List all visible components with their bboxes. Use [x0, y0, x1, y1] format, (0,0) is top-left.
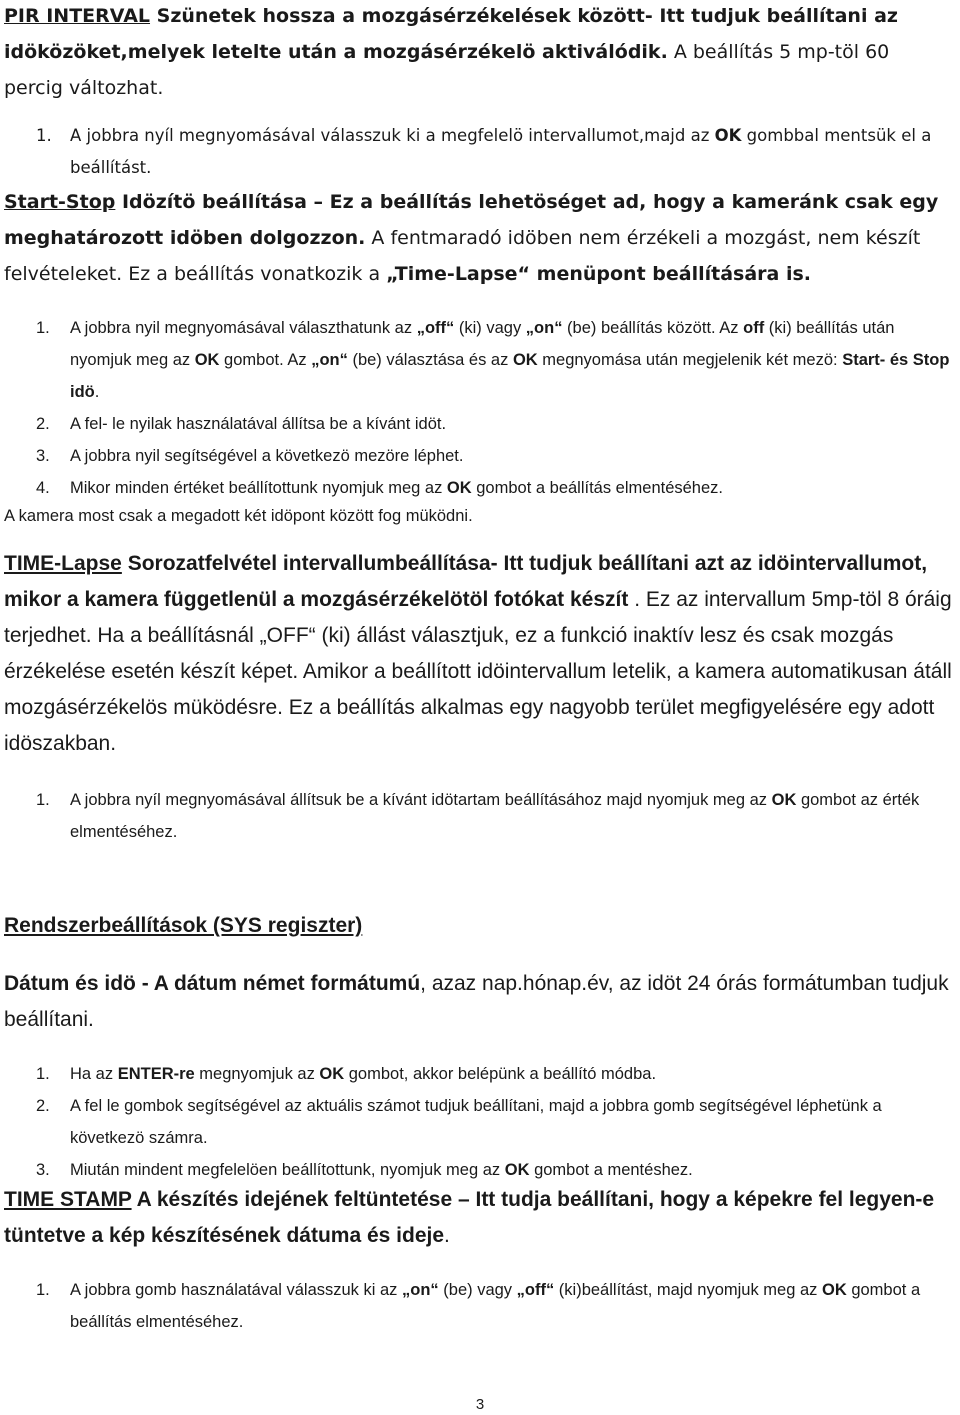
- sys-date-heading: Dátum és idö - A dátum német formátumú: [4, 972, 421, 995]
- startstop-heading: Idözítö beállítása – Ez a beállítás lehetöséget ad, hogy a kameránk csak egy meghatározott idöben dolgozzon.: [4, 191, 939, 249]
- pir-text: A beállítás 5 mp-töl 60 percig változhat.: [4, 41, 890, 99]
- list-item: 2. A fel le gombok segítségével az aktuális számot tudjuk beállítani, majd a jobbra gomb segítségével léphetünk a következö számra.: [36, 1097, 882, 1147]
- pir-steps: [4, 120, 954, 184]
- startstop-closing: A kamera most csak a megadott két idöpont között fog müködni.: [4, 507, 473, 525]
- startstop-paragraph: [4, 184, 954, 292]
- startstop-text: A fentmaradó idöben nem érzékeli a mozgást, nem készít felvételeket. Ez a beállítás vonatkozik a: [4, 227, 921, 285]
- timestamp-steps: [4, 1274, 954, 1338]
- list-item: 1. A jobbra gomb használatával válasszuk ki az „on“ (be) vagy „off“ (ki)beállítást, majd nyomjuk meg az OK gombot a beállítás elmentéséhez.: [36, 1281, 921, 1331]
- pir-heading: Szünetek hossza a mozgásérzékelések között- Itt tudjuk beállítani az: [150, 5, 898, 27]
- list-item: 1. A jobbra nyíl megnyomásával válasszuk ki a megfelelö intervallumot,majd az OK gombbal mentsük el a beállítást.: [36, 126, 932, 177]
- timestamp-heading: A készítés idejének feltüntetése – Itt tudja beállítani, hogy a képekre fel legyen-e tüntetve a kép készítésének dátuma és ideje: [4, 1188, 935, 1247]
- startstop-ref: „Time-Lapse“ menüpont beállítására is.: [386, 263, 811, 285]
- list-item: 4. Mikor minden értéket beállítottunk nyomjuk meg az OK gombot a beállítás elmentéséhez.: [36, 479, 723, 497]
- startstop-title: Start-Stop: [4, 191, 116, 213]
- list-item: 3. A jobbra nyil segítségével a következö mezöre léphet.: [36, 447, 464, 465]
- timestamp-title: TIME STAMP: [4, 1188, 132, 1211]
- startstop-steps: [4, 312, 954, 504]
- list-item: 3. Miután mindent megfelelöen beállítottunk, nyomjuk meg az OK gombot a mentéshez.: [36, 1161, 693, 1179]
- timelapse-steps: [4, 784, 954, 848]
- list-item: 2. A fel- le nyilak használatával állítsa be a kívánt idöt.: [36, 415, 447, 433]
- list-item: 1. A jobbra nyil megnyomásával választhatunk az „off“ (ki) vagy „on“ (be) beállítás között. Az off (ki) beállítás után nyomjuk meg az OK gombot. Az „on“ (be) választása és az OK megnyomása után megjelenik két mezö: Start- és Stop idö.: [36, 319, 950, 401]
- sys-date-text: , azaz nap.hónap.év, az idöt 24 órás formátumban tudjuk beállítani.: [4, 972, 949, 1031]
- pir-title: PIR INTERVAL: [4, 5, 151, 27]
- pir-paragraph: [4, 0, 954, 106]
- sys-steps: [4, 1058, 954, 1186]
- timelapse-text: . Ez az intervallum 5mp-töl 8 óráig terjedhet. Ha a beállításnál „OFF“ (ki) állást választjuk, ez a funkció inaktív lesz és csak mozgás érzékelése esetén készít képet. Amikor a beállított idöintervallum letelik, a kamera automatikusan átáll mozgásérzékelös müködésre. Ez a beállítás alkalmas egy nagyobb terület megfigyelésére egy adott idöszakban.: [4, 588, 952, 755]
- page-number: 3: [475, 1396, 485, 1413]
- list-item: 1. Ha az ENTER-re megnyomjuk az OK gombot, akkor belépünk a beállító módba.: [36, 1065, 657, 1083]
- timestamp-paragraph: TIME STAMP A készítés idejének feltüntetése – Itt tudja beállítani, hogy a képekre fel legyen-e tüntetve a kép készítésének dátuma és ideje.: [4, 1188, 935, 1247]
- timelapse-heading: Sorozatfelvétel intervallumbeállítása- Itt tudjuk beállítani azt az idöintervallumot, mikor a kamera függetlenül a mozgásérzékelötöl fotókat készít: [4, 552, 928, 611]
- pir-heading-cont: idöközöket,melyek letelte után a mozgásérzékelö aktiválódik.: [4, 41, 668, 63]
- list-item: 1. A jobbra nyíl megnyomásával állítsuk be a kívánt idötartam beállításához majd nyomjuk meg az OK gombot az érték elmentéséhez.: [36, 791, 920, 841]
- timelapse-paragraph: [4, 546, 954, 762]
- timelapse-title: TIME-Lapse: [4, 552, 122, 575]
- sys-title: Rendszerbeállítások (SYS regiszter): [4, 914, 363, 937]
- sys-date-paragraph: [4, 966, 954, 1038]
